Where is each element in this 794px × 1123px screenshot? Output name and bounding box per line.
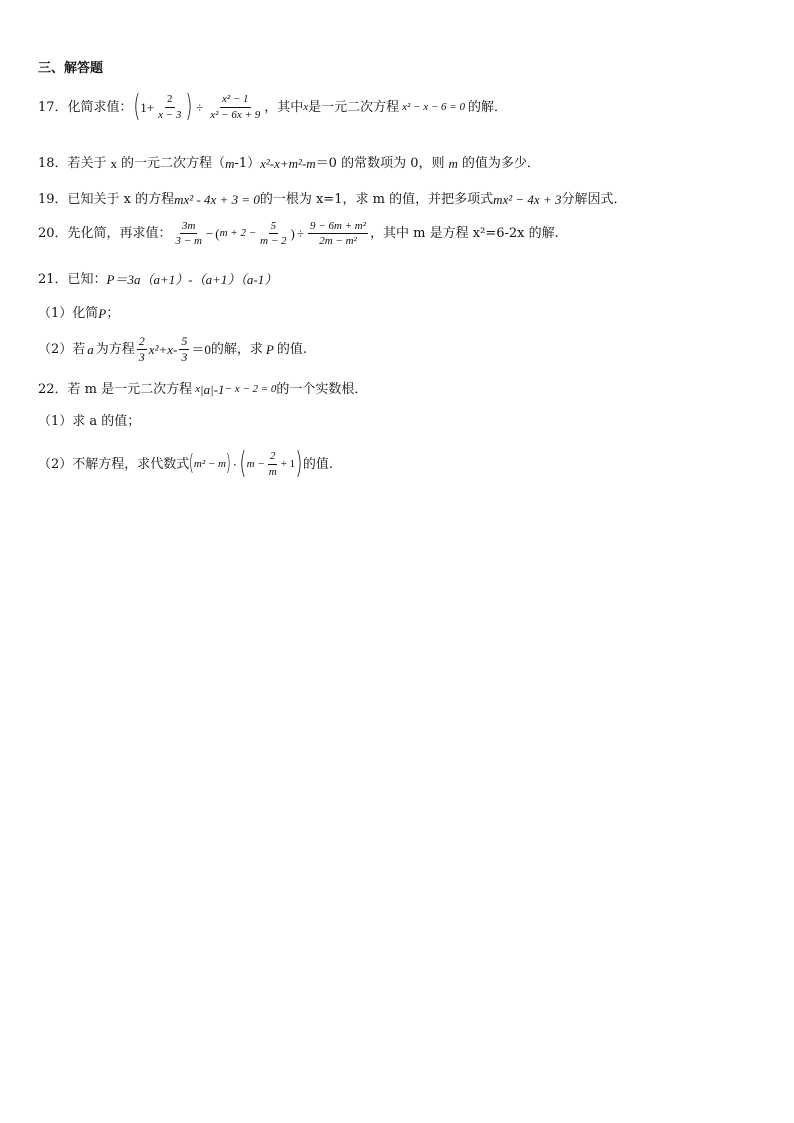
q22-p-b2: + 1 bbox=[280, 457, 296, 470]
q21-p1-prefix: （1）化简 bbox=[38, 306, 99, 321]
question-21-part-1 bbox=[38, 307, 119, 320]
q22-paren-b-left: ( bbox=[239, 446, 247, 481]
q17-div: ÷ bbox=[196, 99, 204, 115]
q21-p2-prefix: （2）若 bbox=[38, 342, 86, 358]
question-19 bbox=[38, 193, 626, 206]
q22-paren-b-right: ) bbox=[295, 446, 303, 481]
q18-prefix: 18．若关于 bbox=[38, 156, 107, 171]
q21-p2-var: a bbox=[87, 342, 94, 358]
section-title: 三、解答题 bbox=[38, 61, 104, 76]
q22-dot: · bbox=[232, 456, 237, 472]
q19-prefix: 19．已知关于 x 的方程 bbox=[38, 192, 175, 207]
q17-mid2: 是一元二次方程 bbox=[308, 99, 400, 115]
question-22-part-1 bbox=[38, 415, 140, 428]
q20-f3-num: 9 − 6m + m² bbox=[308, 220, 368, 234]
q17-fraction-2 bbox=[208, 93, 262, 120]
q20-fraction-3 bbox=[308, 220, 368, 247]
q21-f2-num: 5 bbox=[179, 335, 189, 350]
q17-frac2-num: x² − 1 bbox=[220, 93, 251, 107]
q21-p2-var2: P bbox=[265, 342, 274, 358]
q22-suffix: 的一个实数根． bbox=[276, 382, 368, 397]
q17-prefix: 17．化简求值： bbox=[38, 99, 133, 115]
q17-frac2-den: x² − 6x + 9 bbox=[210, 108, 261, 121]
q20-f3-den: 2m − m² bbox=[319, 235, 357, 248]
q22-paren-a-right: ) bbox=[225, 451, 231, 476]
q18-m1: m bbox=[225, 156, 235, 171]
q21-p2-expr: x²+x- bbox=[148, 342, 178, 358]
q22-p-b1: m − bbox=[246, 457, 265, 470]
q22-prefix: 22．若 m 是一元二次方程 bbox=[38, 382, 193, 397]
q18-x: x bbox=[110, 156, 118, 171]
q22-f-num: 2 bbox=[268, 450, 278, 464]
q21-expression: P＝3a（a+1）-（a+1）（a-1） bbox=[106, 272, 278, 287]
q19-mid1: 的一根为 x=1，求 m 的值，并把多项式 bbox=[259, 192, 494, 207]
q17-one: 1 bbox=[140, 99, 147, 115]
q21-f2-den: 3 bbox=[181, 350, 188, 365]
q20-right-paren: ) bbox=[290, 226, 295, 242]
q17-suffix: 的解． bbox=[467, 99, 507, 115]
q20-f2-num: 5 bbox=[269, 220, 279, 234]
question-22 bbox=[38, 383, 367, 396]
q22-f-den: m bbox=[268, 465, 277, 478]
q17-frac1-den: x − 3 bbox=[158, 108, 182, 121]
q19-equation-1: mx² - 4x + 3 = 0 bbox=[174, 192, 260, 207]
q20-minus: − bbox=[205, 226, 214, 242]
q21-f1-num: 2 bbox=[137, 335, 147, 350]
q20-f1-num: 3m bbox=[180, 220, 197, 234]
q20-fraction-2 bbox=[258, 220, 288, 247]
q21-p1-suffix: ； bbox=[106, 306, 120, 321]
q17-mid: ，其中 bbox=[264, 99, 304, 115]
q20-div: ÷ bbox=[296, 226, 305, 242]
q20-fraction-1 bbox=[174, 220, 204, 247]
q22-eq-x: x bbox=[195, 383, 201, 395]
q21-p1-var: P bbox=[98, 306, 107, 321]
q22-p2-suffix: 的值. bbox=[302, 456, 334, 472]
q20-f2-den: m − 2 bbox=[260, 235, 287, 248]
q17-fraction-1 bbox=[156, 93, 183, 120]
q21-p2-suffix: 的值. bbox=[276, 342, 307, 358]
q21-p2-mid: 为方程 bbox=[95, 342, 135, 358]
q21-p2-eq: ＝0 bbox=[191, 342, 211, 358]
q19-suffix: 分解因式． bbox=[561, 192, 627, 207]
question-22-part-2 bbox=[38, 446, 334, 481]
q17-right-paren: ) bbox=[185, 89, 193, 124]
q17-x: x bbox=[303, 100, 309, 113]
question-18 bbox=[38, 157, 540, 170]
q18-mid1: 的一元二次方程（ bbox=[121, 156, 226, 171]
q17-plus: + bbox=[146, 99, 155, 115]
q22-eq-rest: − x − 2 = 0 bbox=[224, 383, 277, 395]
q18-mid2: -1） bbox=[234, 156, 261, 171]
q22-p-a: m² − m bbox=[193, 457, 226, 470]
q18-m2: m bbox=[448, 156, 458, 171]
q20-left-paren: ( bbox=[215, 226, 220, 242]
q18-mid3: ＝0 的常数项为 0，则 bbox=[315, 156, 445, 171]
q22-paren-a-left: ( bbox=[189, 451, 195, 476]
q21-f1-den: 3 bbox=[138, 350, 145, 365]
q19-equation-2: mx² − 4x + 3 bbox=[493, 192, 562, 207]
q20-mid: ，其中 m 是方程 x²=6-2x 的解. bbox=[370, 226, 559, 242]
question-17 bbox=[38, 89, 507, 124]
q21-prefix: 21．已知： bbox=[38, 272, 107, 287]
q21-fraction-1 bbox=[137, 335, 147, 364]
q20-f1-den: 3 − m bbox=[175, 235, 202, 248]
q17-frac1-num: 2 bbox=[165, 93, 175, 107]
question-21 bbox=[38, 273, 277, 286]
q21-fraction-2 bbox=[179, 335, 189, 364]
q18-expression: x²-x+m²-m bbox=[260, 156, 316, 171]
q20-prefix: 20．先化简，再求值： bbox=[38, 226, 172, 242]
q21-p2-mid2: 的解，求 bbox=[210, 342, 263, 358]
q22-eq-exponent: |a|-1 bbox=[200, 382, 225, 397]
q22-fraction bbox=[267, 450, 279, 477]
q20-inner: m + 2 − bbox=[219, 227, 257, 240]
question-20 bbox=[38, 220, 559, 247]
q17-left-paren: ( bbox=[132, 89, 140, 124]
q17-equation: x² − x − 6 = 0 bbox=[402, 100, 465, 113]
q22-p1: （1）求 a 的值； bbox=[38, 414, 141, 429]
question-21-part-2 bbox=[38, 335, 307, 364]
q18-suffix: 的值为多少． bbox=[461, 156, 540, 171]
q22-p2-prefix: （2）不解方程，求代数式 bbox=[38, 456, 190, 472]
